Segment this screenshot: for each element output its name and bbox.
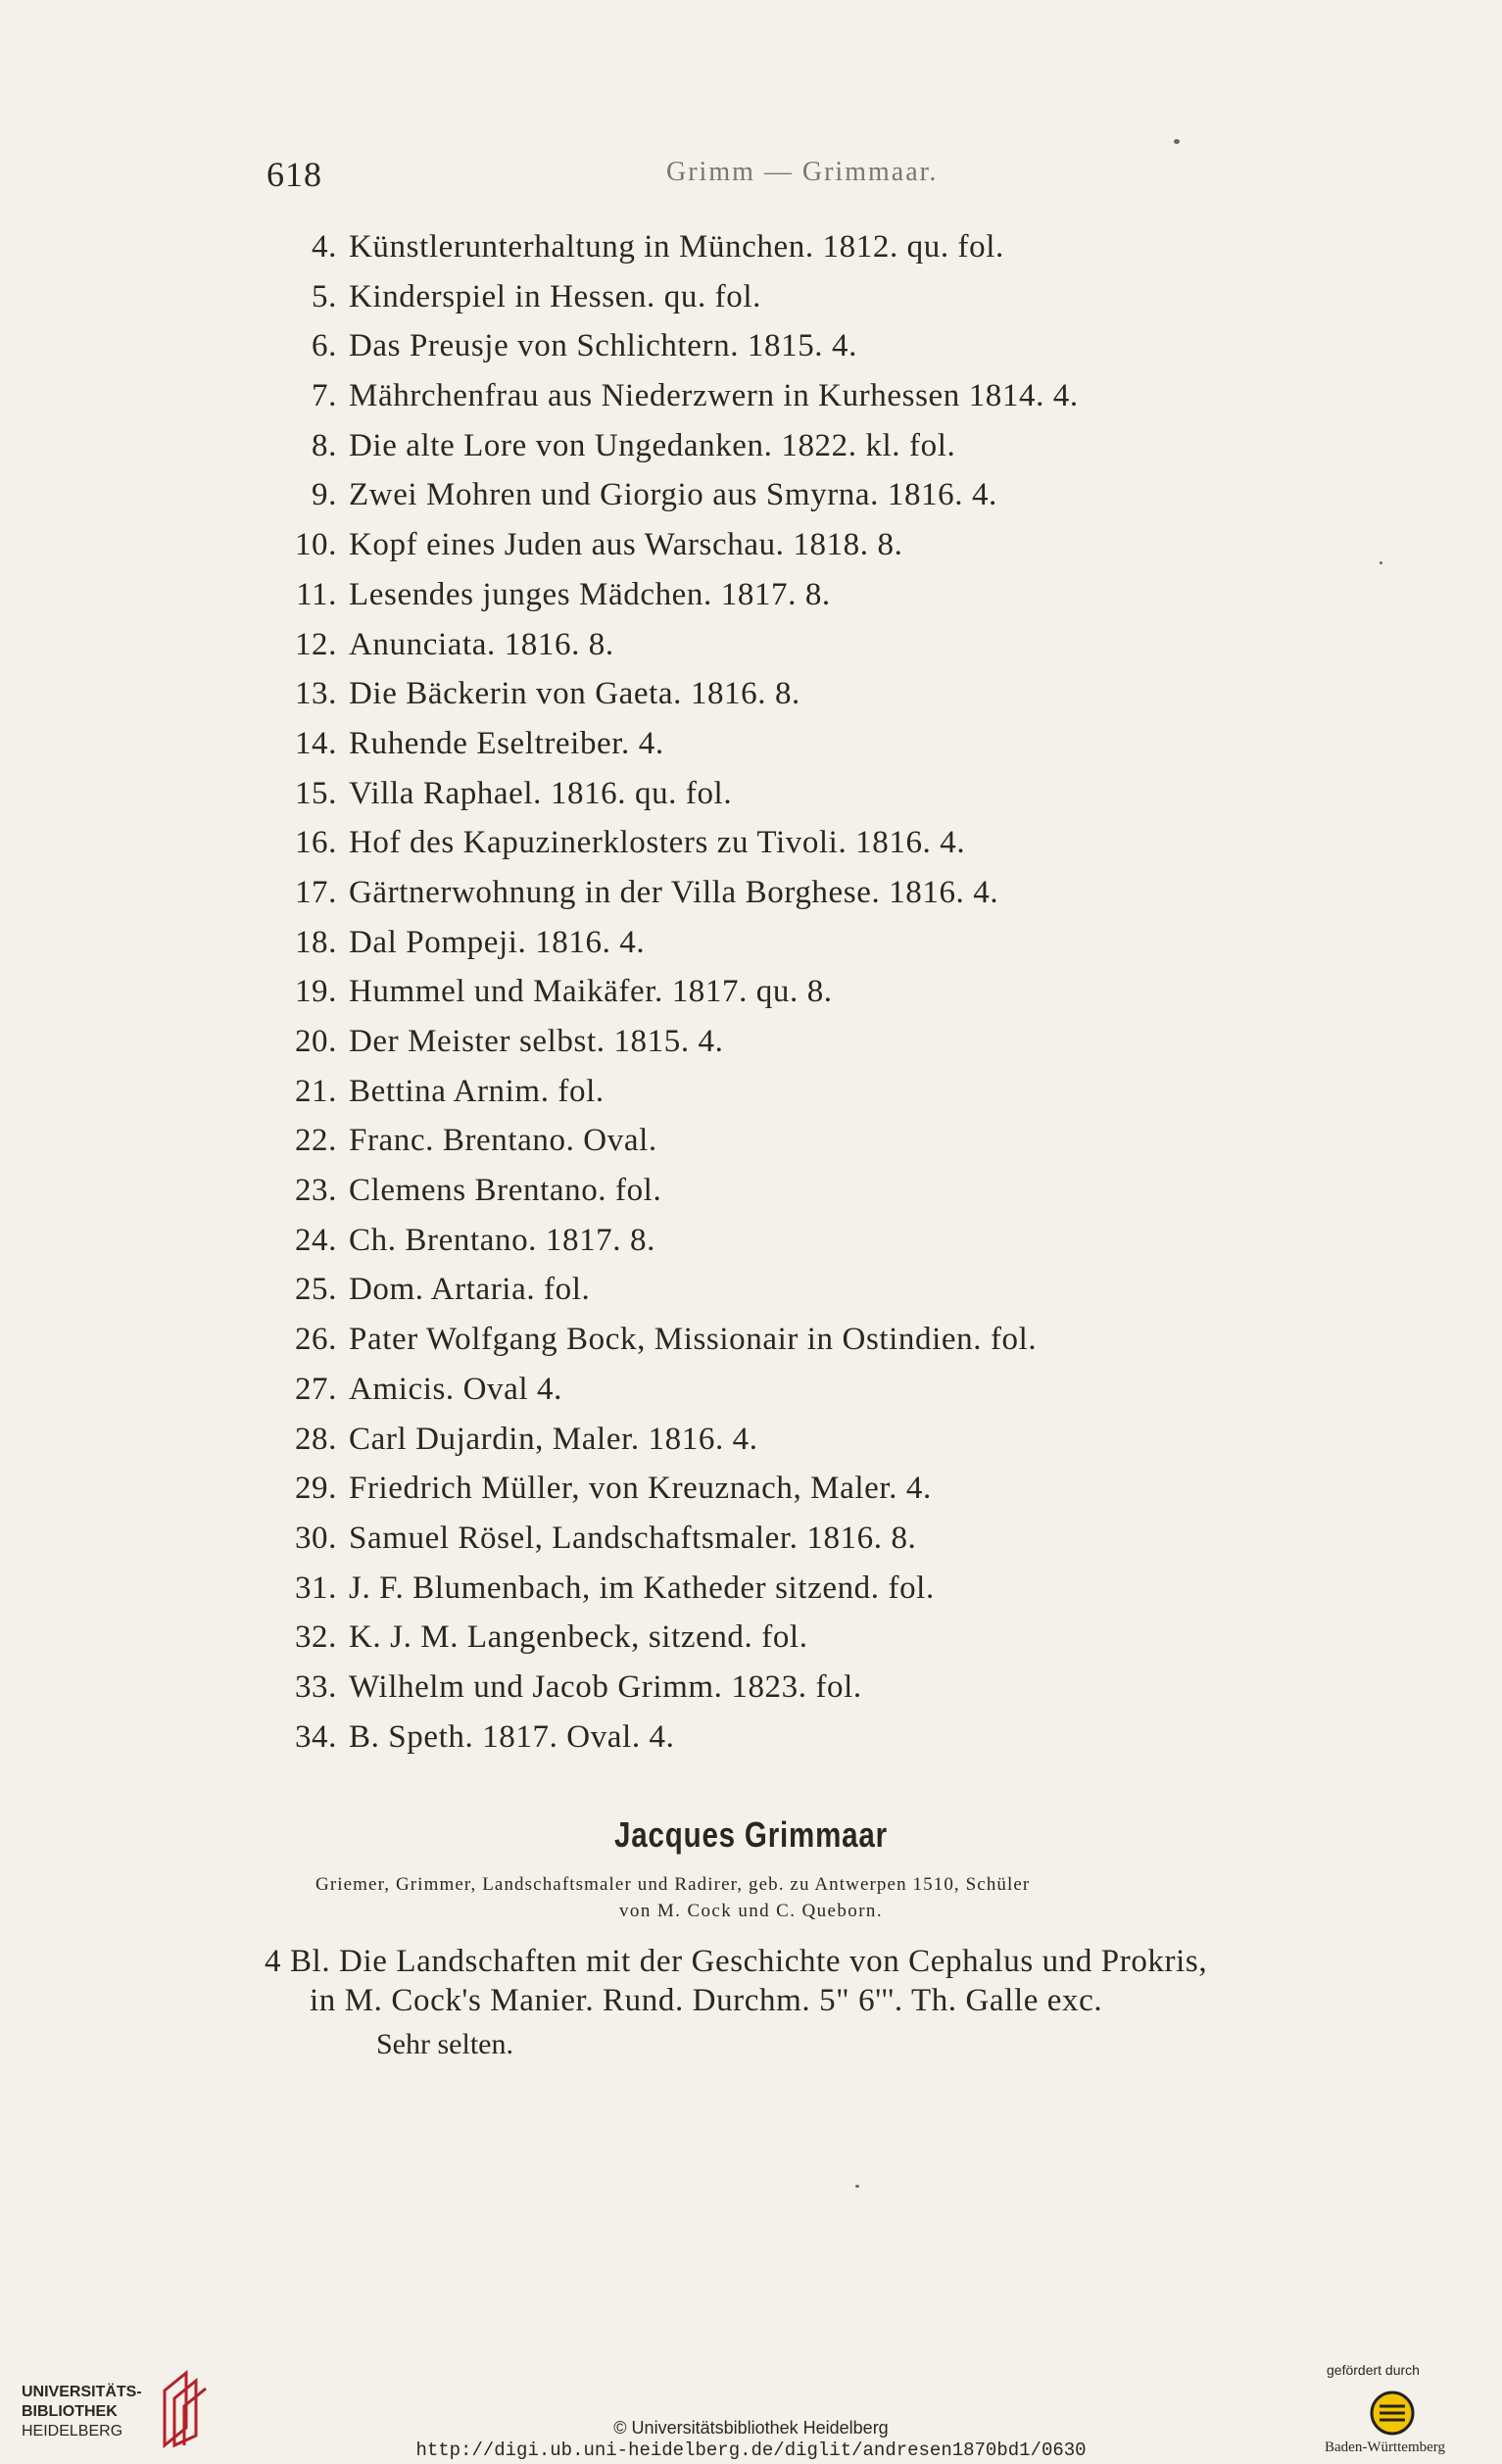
entry-text: Dom. Artaria. fol. (349, 1272, 591, 1308)
entry-text: Ruhende Eseltreiber. 4. (349, 725, 664, 761)
catalogue-entry (263, 1365, 1079, 1415)
entry-number: 8. (312, 427, 337, 463)
entry-number: 28. (294, 1421, 337, 1457)
entry-number: 15. (294, 775, 337, 811)
catalogue-entry (263, 1216, 1079, 1266)
entry-number: 16. (294, 825, 337, 861)
entry-text: Gärtnerwohnung in der Villa Borghese. 1816. 4. (349, 874, 999, 910)
catalogue-entry (263, 1067, 1079, 1117)
catalogue-entry (263, 1663, 1079, 1713)
permalink[interactable]: http://digi.ub.uni-heidelberg.de/diglit/andresen1870bd1/0630 (415, 2440, 1087, 2461)
catalogue-entry (263, 769, 1079, 819)
entry-text: Hummel und Maikäfer. 1817. qu. 8. (349, 974, 833, 1010)
entry-text: Friedrich Müller, von Kreuznach, Maler. 4. (349, 1471, 932, 1507)
entry-text: Wilhelm und Jacob Grimm. 1823. fol. (349, 1668, 862, 1705)
entry-number: 17. (294, 874, 337, 910)
artist-heading: Jacques Grimmaar (614, 1814, 888, 1855)
entry-text: Kopf eines Juden aus Warschau. 1818. 8. (349, 527, 903, 563)
entry-text: Das Preusje von Schlichtern. 1815. 4. (349, 328, 857, 364)
entry-number: 14. (294, 725, 337, 761)
entry-text: Lesendes junges Mädchen. 1817. 8. (349, 576, 831, 612)
catalogue-entry (263, 421, 1079, 471)
entry-text: K. J. M. Langenbeck, sitzend. fol. (349, 1619, 808, 1656)
scan-speck (1174, 139, 1180, 144)
entry-number: 9. (312, 477, 337, 513)
entry-text: Kinderspiel in Hessen. qu. fol. (349, 278, 761, 314)
entry-text: Carl Dujardin, Maler. 1816. 4. (349, 1421, 758, 1457)
entry-text: Die Bäckerin von Gaeta. 1816. 8. (349, 676, 800, 712)
entry-number: 26. (294, 1322, 337, 1358)
entry-number: 31. (294, 1570, 337, 1606)
entry-number: 12. (294, 626, 337, 662)
library-name-line-2: BIBLIOTHEK (22, 2403, 118, 2420)
page-number: 618 (266, 155, 322, 194)
catalogue-entry (263, 868, 1079, 918)
state-name: Baden-Württemberg (1325, 2440, 1446, 2455)
catalogue-entry (263, 1265, 1079, 1315)
entry-number: 10. (294, 527, 337, 563)
entry-text: Villa Raphael. 1816. qu. fol. (349, 775, 733, 811)
entry-text: Zwei Mohren und Giorgio aus Smyrna. 1816. 4. (349, 477, 997, 513)
entry-number: 23. (294, 1173, 337, 1209)
catalogue-entry (263, 570, 1079, 620)
catalogue-entry (263, 620, 1079, 670)
state-crest-icon (1370, 2391, 1415, 2436)
entry-number: 11. (296, 576, 337, 612)
entry-text: Amicis. Oval 4. (349, 1371, 562, 1407)
catalogue-entry (263, 669, 1079, 719)
catalogue-entry (263, 1564, 1079, 1614)
entry-text: Ch. Brentano. 1817. 8. (349, 1222, 655, 1258)
catalogue-entry (263, 1613, 1079, 1663)
catalogue-entry (263, 1713, 1079, 1763)
entry-text: Der Meister selbst. 1815. 4. (349, 1024, 724, 1059)
catalogue-entry (263, 918, 1079, 968)
entry-text: Bettina Arnim. fol. (349, 1073, 605, 1109)
entry-number: 19. (294, 974, 337, 1010)
catalogue-entry (263, 1017, 1079, 1067)
catalogue-entry (263, 1315, 1079, 1365)
catalogue-entry (263, 1464, 1079, 1514)
entry-text: Samuel Rösel, Landschaftsmaler. 1816. 8. (349, 1520, 917, 1556)
work-entry-line-2: in M. Cock's Manier. Rund. Durchm. 5" 6'''. Th. Galle exc. (310, 1983, 1103, 2018)
running-title: Grimm — Grimmaar. (666, 157, 939, 187)
entry-number: 5. (312, 278, 337, 314)
entry-number: 22. (294, 1123, 337, 1159)
entry-text: B. Speth. 1817. Oval. 4. (349, 1718, 675, 1755)
catalogue-entry (263, 1514, 1079, 1564)
entry-text: Anunciata. 1816. 8. (349, 626, 614, 662)
entry-number: 21. (294, 1073, 337, 1109)
catalogue-entry (263, 1116, 1079, 1166)
entry-text: Hof des Kapuzinerklosters zu Tivoli. 1816. 4. (349, 825, 966, 861)
entry-text: Clemens Brentano. fol. (349, 1173, 662, 1209)
entry-number: 20. (294, 1024, 337, 1059)
entry-text: Dal Pompeji. 1816. 4. (349, 924, 646, 960)
work-note: Sehr selten. (376, 2028, 513, 2060)
copyright-notice: © Universitätsbibliothek Heidelberg (613, 2418, 889, 2438)
entry-number: 27. (294, 1371, 337, 1407)
entry-number: 7. (312, 378, 337, 414)
catalogue-entry (263, 272, 1079, 322)
entry-text: Die alte Lore von Ungedanken. 1822. kl. fol. (349, 427, 956, 463)
entry-number: 30. (294, 1520, 337, 1556)
catalogue-list (263, 222, 1079, 1762)
entry-number: 32. (294, 1619, 337, 1656)
catalogue-entry (263, 1166, 1079, 1216)
entry-text: Mährchenfrau aus Niederzwern in Kurhessen 1814. 4. (349, 378, 1079, 414)
entry-text: Pater Wolfgang Bock, Missionair in Ostindien. fol. (349, 1322, 1038, 1358)
entry-number: 18. (294, 924, 337, 960)
entry-text: Künstlerunterhaltung in München. 1812. qu. fol. (349, 229, 1004, 265)
catalogue-entry (263, 222, 1079, 272)
entry-text: J. F. Blumenbach, im Katheder sitzend. fol. (349, 1570, 935, 1606)
library-name-line-3: HEIDELBERG (22, 2423, 123, 2440)
catalogue-entry (263, 1415, 1079, 1465)
library-name-line-1: UNIVERSITÄTS- (22, 2384, 142, 2400)
work-entry-line-1: 4 Bl. Die Landschaften mit der Geschichte von Cephalus und Prokris, (265, 1944, 1208, 1979)
entry-text: Franc. Brentano. Oval. (349, 1123, 657, 1159)
artist-bio-line-1: Griemer, Grimmer, Landschaftsmaler und Radirer, geb. zu Antwerpen 1510, Schüler (315, 1874, 1031, 1895)
entry-number: 33. (294, 1668, 337, 1705)
entry-number: 6. (312, 328, 337, 364)
entry-number: 29. (294, 1471, 337, 1507)
artist-bio-line-2: von M. Cock und C. Queborn. (619, 1901, 883, 1921)
scan-speck (1380, 561, 1382, 564)
catalogue-entry (263, 371, 1079, 421)
catalogue-entry (263, 967, 1079, 1017)
entry-number: 13. (294, 676, 337, 712)
entry-number: 24. (294, 1222, 337, 1258)
catalogue-entry (263, 818, 1079, 868)
entry-number: 4. (312, 229, 337, 265)
sponsor-label: gefördert durch (1327, 2362, 1420, 2378)
catalogue-entry (263, 321, 1079, 371)
catalogue-entry (263, 520, 1079, 570)
catalogue-entry (263, 719, 1079, 769)
entry-number: 25. (294, 1272, 337, 1308)
scan-speck (855, 2185, 859, 2188)
catalogue-entry (263, 470, 1079, 520)
entry-number: 34. (294, 1718, 337, 1755)
